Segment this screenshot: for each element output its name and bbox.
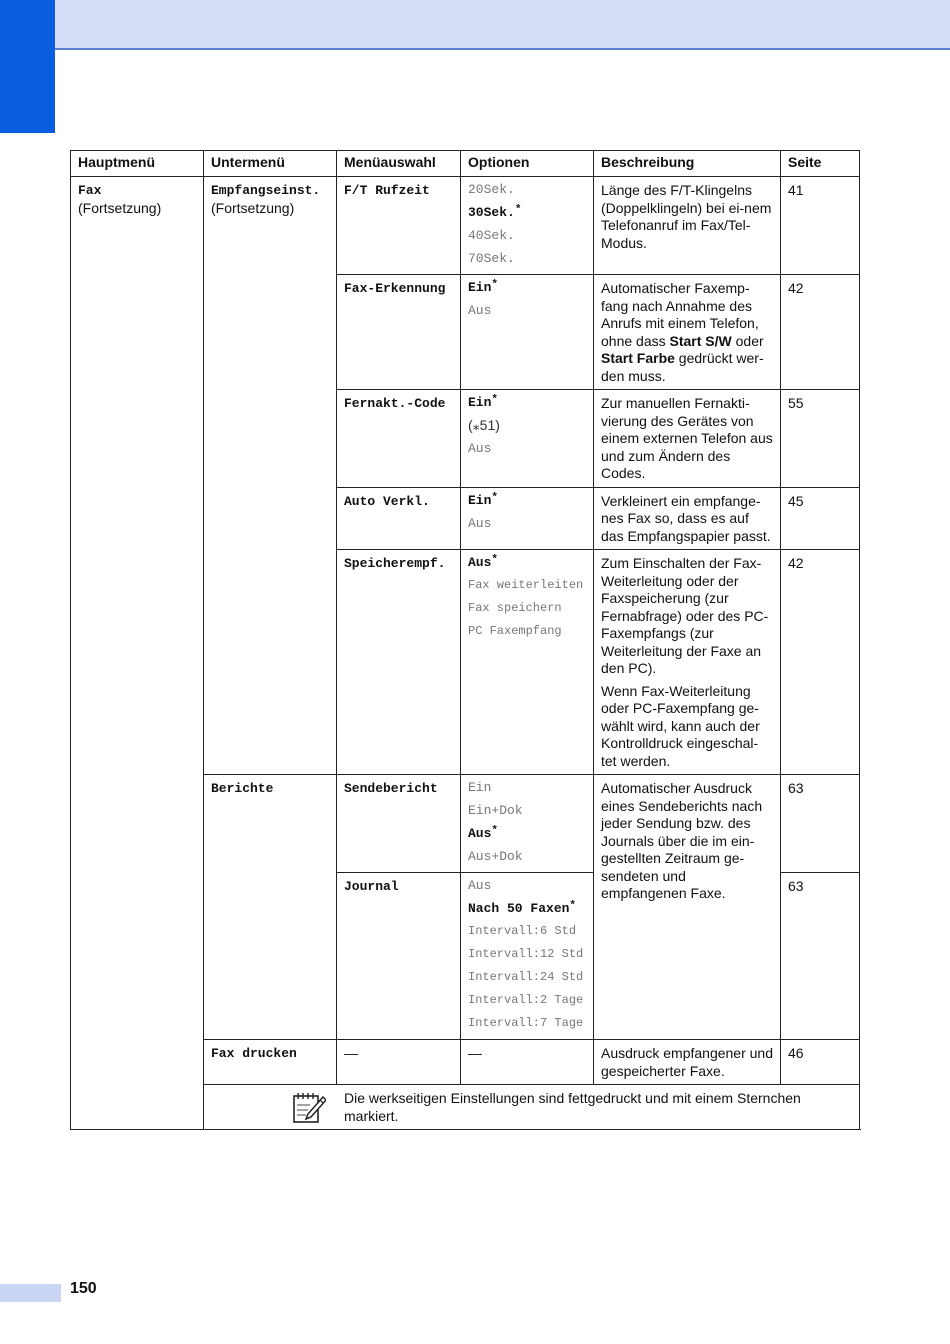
option-default xyxy=(468,489,586,512)
untermenue-name: Empfangseinst. xyxy=(211,183,321,198)
options-cell xyxy=(461,775,594,873)
desc-text: Automatischer Faxemp-fang nach Annahme des Anrufs mit einem Telefon, ohne dass xyxy=(601,280,759,349)
seite-cell: 41 xyxy=(781,177,860,275)
desc-cell: Ausdruck empfangener und gespeicherter Faxe. xyxy=(594,1040,781,1085)
default-star: * xyxy=(491,825,499,837)
desc-cell: Länge des F/T-Klingelns (Doppelklingeln) bei ei-nem Telefonanruf im Fax/Tel-Modus. xyxy=(594,177,781,275)
option: 20Sek. xyxy=(468,182,515,197)
desc-text: gedrückt wer-den muss. xyxy=(601,350,764,384)
default-star: * xyxy=(491,554,499,566)
option-default xyxy=(468,391,586,414)
desc-cell xyxy=(594,275,781,390)
seite-cell: 42 xyxy=(781,275,860,390)
option-default xyxy=(468,551,586,574)
default-star: * xyxy=(491,394,499,406)
untermenue-sub: (Fortsetzung) xyxy=(211,199,295,216)
header-hauptmenue: Hauptmenü xyxy=(71,151,204,177)
seite-cell: 46 xyxy=(781,1040,860,1085)
option-default xyxy=(468,201,586,224)
seite-cell: 42 xyxy=(781,550,860,775)
seite-cell: 55 xyxy=(781,390,860,488)
option: Intervall:6 Std xyxy=(468,924,577,938)
options-cell xyxy=(461,487,594,550)
page-number: 150 xyxy=(70,1280,97,1297)
option: Aus+Dok xyxy=(468,849,523,864)
options-cell xyxy=(461,873,594,1040)
option: 40Sek. xyxy=(468,228,515,243)
default-star: * xyxy=(491,279,499,291)
table-row xyxy=(71,177,860,275)
options-cell xyxy=(461,275,594,390)
desc-cell xyxy=(594,550,781,775)
options-cell xyxy=(461,390,594,488)
header-beschreibung: Beschreibung xyxy=(594,151,781,177)
hauptmenue-sub: (Fortsetzung) xyxy=(78,199,162,216)
header-optionen: Optionen xyxy=(461,151,594,177)
option: Intervall:7 Tage xyxy=(468,1016,584,1030)
options-cell xyxy=(461,550,594,775)
seite-cell: 63 xyxy=(781,873,860,1040)
desc-paragraph: Zum Einschalten der Fax-Weiterleitung oder der Faxspeicherung (zur Fernabfrage) oder des PC-Faxempfangs (zur Weiterleitung der Faxe an den PC). xyxy=(601,555,769,676)
header-row xyxy=(71,151,860,177)
desc-cell: Zur manuellen Fernakti-vierung des Gerätes von einem externen Telefon aus und zum Ändern des Codes. xyxy=(594,390,781,488)
default-star: * xyxy=(491,491,499,504)
option: Ein+Dok xyxy=(468,803,523,818)
desc-cell: Verkleinert ein empfange-nes Fax so, dass es auf das Empfangspapier passt. xyxy=(594,487,781,550)
auswahl-cell: Journal xyxy=(337,873,461,1040)
auswahl-cell: Fernakt.-Code xyxy=(337,390,461,488)
desc-paragraph: Wenn Fax-Weiterleitung oder PC-Faxempfang ge-wählt wird, kann auch der Kontrolldruck eingeschal-tet werden. xyxy=(601,682,760,769)
option: 70Sek. xyxy=(468,251,515,266)
options-cell xyxy=(461,177,594,275)
option: Intervall:24 Std xyxy=(468,970,584,984)
option-text: Aus xyxy=(468,555,492,570)
auswahl-cell: — xyxy=(337,1040,461,1085)
menu-table xyxy=(70,150,860,1130)
option-text: Ein xyxy=(468,395,492,410)
option-text: Ein xyxy=(468,280,492,295)
option: Aus xyxy=(468,878,492,893)
note-cell xyxy=(204,1085,860,1130)
chapter-tab xyxy=(0,0,55,133)
option-text: 30Sek. xyxy=(468,205,515,220)
hauptmenue-name: Fax xyxy=(78,183,102,198)
header-menueauswahl: Menüauswahl xyxy=(337,151,461,177)
desc-text: oder xyxy=(731,332,764,349)
header-seite: Seite xyxy=(781,151,860,177)
note-pencil-icon xyxy=(292,1091,324,1123)
untermenue-cell xyxy=(204,177,337,775)
option: Intervall:12 Std xyxy=(468,947,584,961)
desc-key-start-sw: Start S/W xyxy=(669,332,732,349)
desc-key-start-farbe: Start Farbe xyxy=(601,350,675,366)
option: Ein xyxy=(468,780,492,795)
option-text: Aus xyxy=(468,826,492,841)
auswahl-cell: Fax-Erkennung xyxy=(337,275,461,390)
option: Aus xyxy=(468,303,492,318)
option: (⁎51) xyxy=(468,417,500,433)
auswahl-cell: F/T Rufzeit xyxy=(337,177,461,275)
hauptmenue-cell xyxy=(71,177,204,1130)
options-cell: — xyxy=(461,1040,594,1085)
option: Aus xyxy=(468,515,492,531)
header-untermenue: Untermenü xyxy=(204,151,337,177)
option-default xyxy=(468,276,586,299)
untermenue-cell: Fax drucken xyxy=(204,1040,337,1085)
default-star: * xyxy=(569,900,577,912)
option-default xyxy=(468,897,586,920)
page-number-bar xyxy=(0,1284,61,1302)
option: Intervall:2 Tage xyxy=(468,993,584,1007)
option-default xyxy=(468,822,586,845)
auswahl-cell: Auto Verkl. xyxy=(337,487,461,550)
option: Aus xyxy=(468,441,492,456)
option-text: Ein xyxy=(468,492,492,508)
option-text: Nach 50 Faxen xyxy=(468,901,570,916)
top-band xyxy=(0,0,950,50)
auswahl-cell: Sendebericht xyxy=(337,775,461,873)
note-text: Die werkseitigen Einstellungen sind fettgedruckt und mit einem Sternchen markiert. xyxy=(344,1090,801,1124)
seite-cell: 45 xyxy=(781,487,860,550)
seite-cell: 63 xyxy=(781,775,860,873)
untermenue-cell: Berichte xyxy=(204,775,337,1040)
desc-cell: Automatischer Ausdruck eines Sendeberichts nach jeder Sendung bzw. des Journals über die im ein-gestellten Zeitraum ge-sendeten und empfangenen Faxe. xyxy=(594,775,781,1040)
option: PC Faxempfang xyxy=(468,624,562,638)
option: Fax speichern xyxy=(468,601,562,615)
auswahl-cell: Speicherempf. xyxy=(337,550,461,775)
default-star: * xyxy=(514,204,522,216)
option: Fax weiterleiten xyxy=(468,578,584,592)
